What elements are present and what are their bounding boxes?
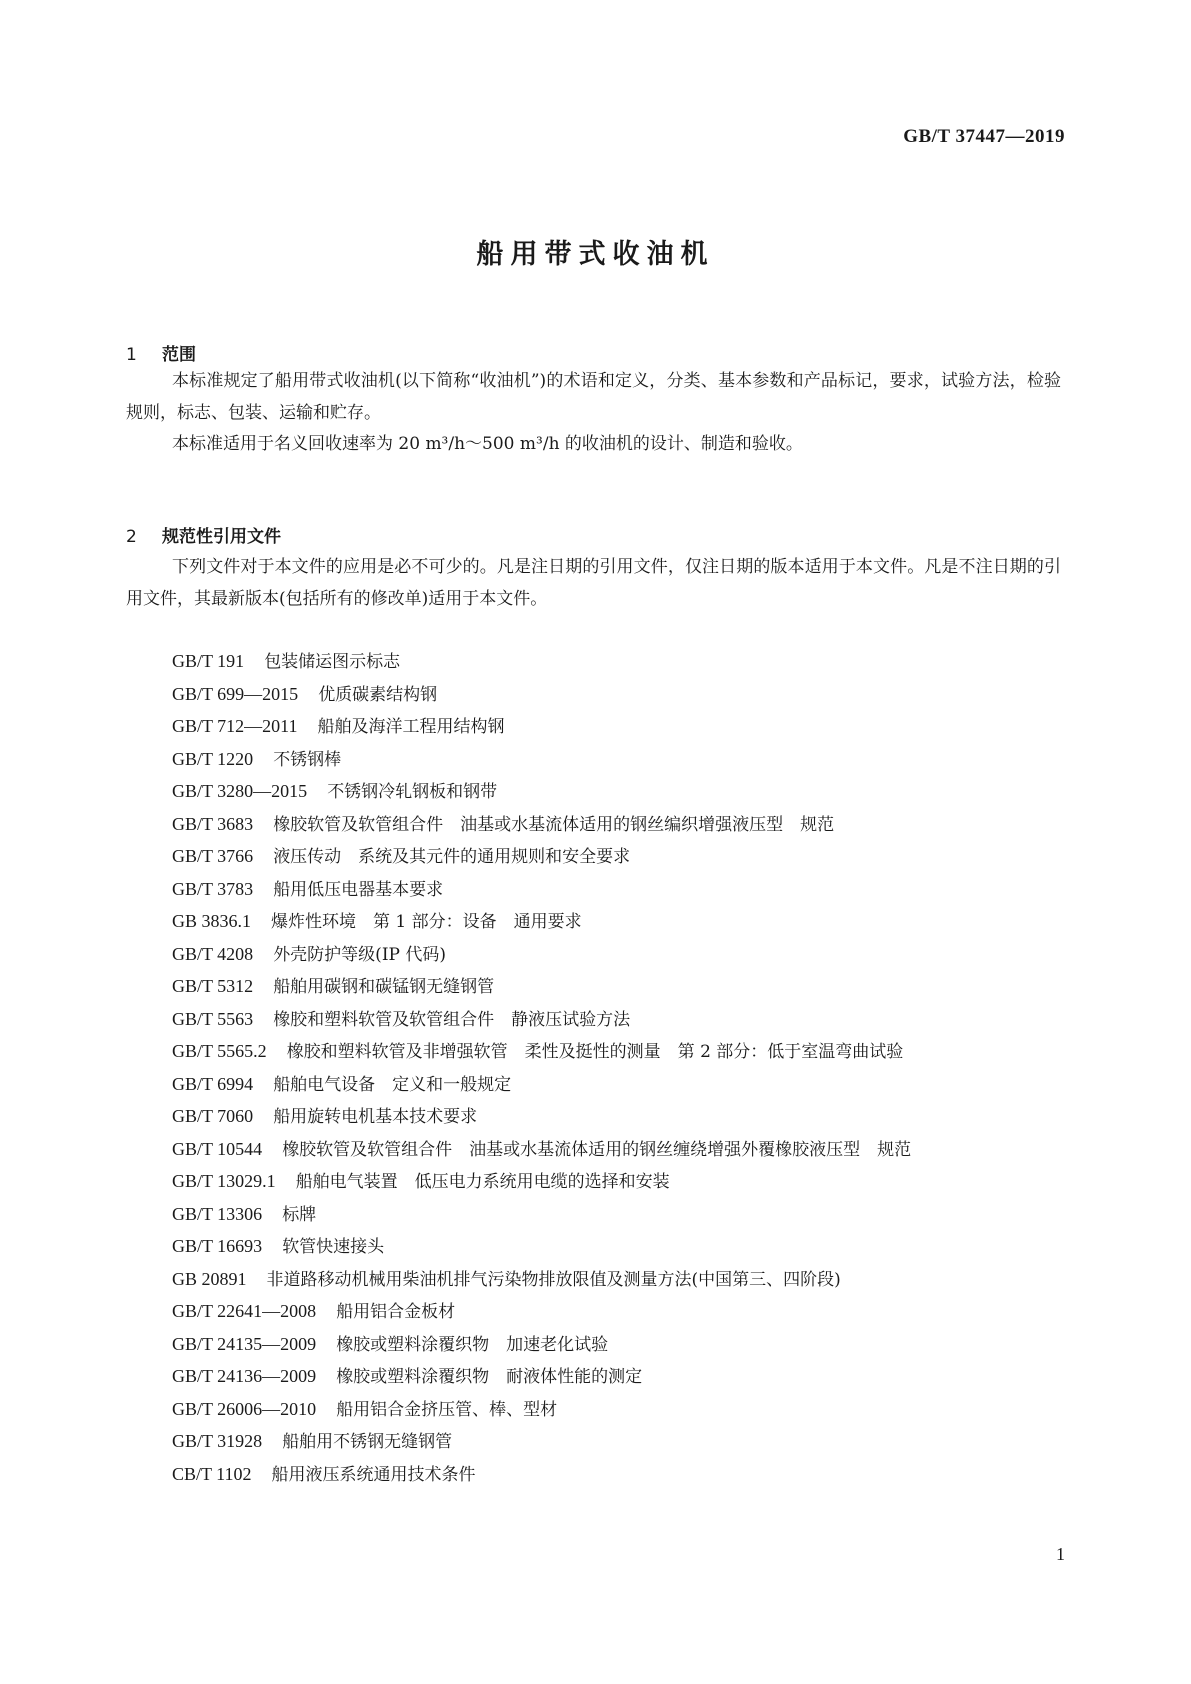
reference-item — [126, 711, 1061, 744]
reference-item — [126, 1004, 1061, 1037]
reference-title: 船用铝合金板材 — [336, 1302, 456, 1322]
reference-title: 非道路移动机械用柴油机排气污染物排放限值及测量方法(中国第三、四阶段) — [266, 1269, 841, 1290]
reference-code: GB/T 1220 — [172, 748, 254, 769]
reference-item — [126, 1036, 1061, 1069]
reference-item — [126, 1426, 1061, 1459]
reference-code: GB/T 4208 — [172, 943, 254, 964]
reference-code: GB/T 699—2015 — [172, 683, 299, 704]
scope-paragraph: 本标准规定了船用带式收油机(以下简称“收油机”)的术语和定义，分类、基本参数和产品标记，要求，试验方法，检验规则，标志、包装、运输和贮存。 — [126, 371, 1061, 423]
reference-item — [126, 841, 1061, 874]
reference-item — [126, 1231, 1061, 1264]
standard-number: GB/T 37447—2019 — [903, 126, 1065, 147]
document-title: 船用带式收油机 — [476, 239, 715, 270]
reference-code: GB/T 5563 — [172, 1008, 254, 1029]
section-1-body — [126, 366, 1061, 461]
reference-code: GB/T 10544 — [172, 1138, 263, 1159]
reference-item — [126, 1361, 1061, 1394]
reference-item — [126, 1101, 1061, 1134]
reference-code: GB/T 3766 — [172, 846, 254, 866]
reference-item — [126, 1199, 1061, 1232]
reference-title: 标牌 — [282, 1204, 317, 1225]
section-1-heading — [126, 340, 196, 365]
reference-title: 橡胶和塑料软管及非增强软管 柔性及挺性的测量 第 2 部分：低于室温弯曲试验 — [286, 1042, 904, 1062]
normative-intro-paragraph: 下列文件对于本文件的应用是必不可少的。凡是注日期的引用文件，仅注日期的版本适用于本文件。凡是不注日期的引用文件，其最新版本(包括所有的修改单)适用于本文件。 — [126, 557, 1061, 609]
reference-title: 橡胶或塑料涂覆织物 加速老化试验 — [336, 1334, 609, 1355]
reference-title: 船舶电气设备 定义和一般规定 — [273, 1074, 512, 1095]
reference-item — [126, 1329, 1061, 1362]
section-1-title: 范围 — [162, 345, 196, 365]
reference-code: GB/T 191 — [172, 651, 245, 671]
page-number: 1 — [1056, 1544, 1065, 1564]
reference-item — [126, 809, 1061, 842]
reference-title: 船用液压系统通用技术条件 — [271, 1464, 476, 1485]
reference-code: GB/T 13306 — [172, 1203, 263, 1224]
reference-item — [126, 1166, 1061, 1199]
reference-item — [126, 971, 1061, 1004]
reference-code: GB/T 16693 — [172, 1236, 263, 1256]
reference-item — [126, 1296, 1061, 1329]
reference-code: GB/T 31928 — [172, 1431, 263, 1451]
reference-item — [126, 646, 1061, 679]
reference-title: 液压传动 系统及其元件的通用规则和安全要求 — [273, 847, 631, 867]
reference-code: GB/T 6994 — [172, 1073, 254, 1094]
reference-title: 船用低压电器基本要求 — [273, 879, 444, 900]
reference-code: GB/T 24135—2009 — [172, 1333, 317, 1354]
reference-title: 橡胶软管及软管组合件 油基或水基流体适用的钢丝缠绕增强外覆橡胶液压型 规范 — [282, 1139, 912, 1160]
reference-code: GB/T 13029.1 — [172, 1171, 276, 1191]
reference-item — [126, 744, 1061, 777]
section-1-number: 1 — [126, 345, 137, 365]
reference-code: GB/T 3683 — [172, 813, 254, 834]
reference-title: 船舶及海洋工程用结构钢 — [317, 717, 505, 737]
reference-title: 软管快速接头 — [282, 1237, 385, 1257]
applicability-paragraph: 本标准适用于名义回收速率为 20 m³/h～500 m³/h 的收油机的设计、制造和验收。 — [172, 434, 803, 454]
reference-code: GB/T 5565.2 — [172, 1041, 267, 1061]
reference-item — [126, 679, 1061, 712]
reference-title: 不锈钢冷轧钢板和钢带 — [327, 782, 498, 802]
reference-title: 橡胶和塑料软管及软管组合件 静液压试验方法 — [273, 1009, 631, 1030]
reference-title: 船用旋转电机基本技术要求 — [273, 1107, 478, 1127]
reference-item — [126, 906, 1061, 939]
reference-code: GB/T 24136—2009 — [172, 1366, 317, 1386]
reference-code: GB/T 26006—2010 — [172, 1398, 317, 1419]
reference-title: 爆炸性环境 第 1 部分：设备 通用要求 — [271, 912, 582, 932]
reference-code: GB 20891 — [172, 1268, 247, 1289]
reference-code: GB/T 3783 — [172, 878, 254, 899]
reference-title: 橡胶或塑料涂覆织物 耐液体性能的测定 — [336, 1367, 643, 1387]
reference-item — [126, 776, 1061, 809]
section-2-heading — [126, 522, 281, 547]
reference-title: 船用铝合金挤压管、棒、型材 — [336, 1399, 558, 1420]
section-2-number: 2 — [126, 527, 137, 547]
section-2-title: 规范性引用文件 — [162, 527, 281, 547]
reference-item — [126, 1459, 1061, 1492]
reference-title: 包装储运图示标志 — [264, 652, 401, 672]
reference-code: GB/T 3280—2015 — [172, 781, 308, 801]
reference-code: GB/T 22641—2008 — [172, 1301, 317, 1321]
reference-title: 外壳防护等级(IP 代码) — [273, 944, 447, 965]
reference-item — [126, 1134, 1061, 1167]
reference-item — [126, 1069, 1061, 1102]
reference-item — [126, 874, 1061, 907]
reference-title: 船舶用不锈钢无缝钢管 — [282, 1432, 453, 1452]
reference-list — [126, 646, 1061, 1491]
section-2-intro — [126, 552, 1061, 615]
reference-code: GB/T 712—2011 — [172, 716, 298, 736]
reference-item — [126, 939, 1061, 972]
reference-title: 优质碳素结构钢 — [318, 684, 438, 705]
reference-code: GB/T 7060 — [172, 1106, 254, 1126]
reference-code: GB/T 5312 — [172, 976, 254, 996]
reference-title: 不锈钢棒 — [273, 749, 342, 770]
reference-title: 橡胶软管及软管组合件 油基或水基流体适用的钢丝编织增强液压型 规范 — [273, 814, 835, 835]
reference-title: 船舶电气装置 低压电力系统用电缆的选择和安装 — [295, 1172, 670, 1192]
reference-code: CB/T 1102 — [172, 1463, 252, 1484]
reference-code: GB 3836.1 — [172, 911, 252, 931]
reference-item — [126, 1264, 1061, 1297]
reference-item — [126, 1394, 1061, 1427]
reference-title: 船舶用碳钢和碳锰钢无缝钢管 — [273, 977, 495, 997]
